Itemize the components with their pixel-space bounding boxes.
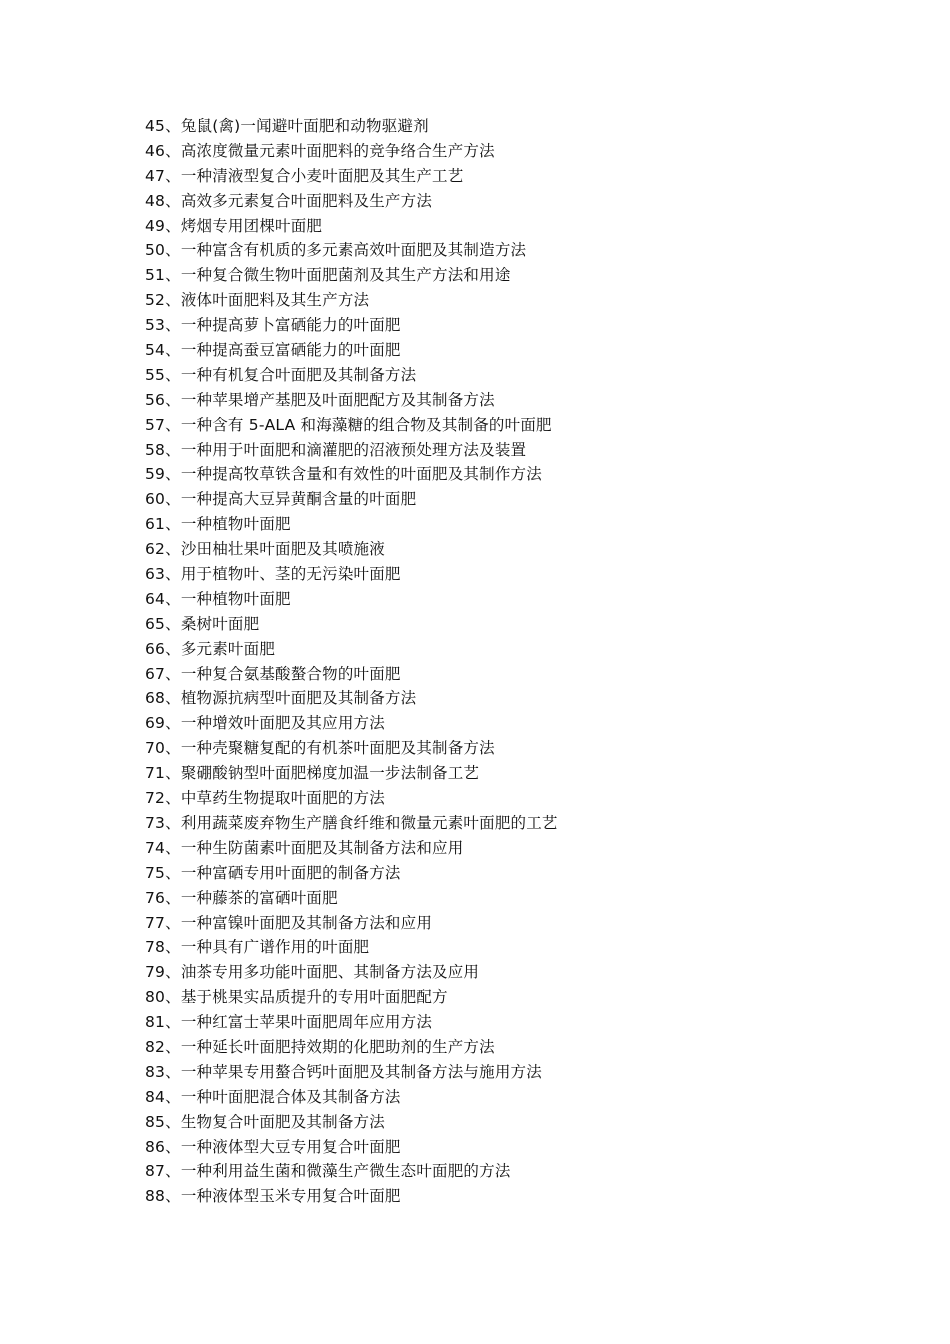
item-number: 67 (145, 664, 166, 683)
item-number: 60 (145, 490, 166, 509)
item-number: 80 (145, 988, 166, 1007)
item-separator: 、 (165, 988, 181, 1007)
item-title: 一种含有 5-ALA 和海藻糖的组合物及其制备的叶面肥 (180, 415, 552, 434)
item-title: 一种复合微生物叶面肥菌剂及其生产方法和用途 (180, 266, 511, 285)
list-item (145, 462, 558, 487)
item-separator: 、 (165, 216, 181, 235)
item-title: 一种提高牧草铁含量和有效性的叶面肥及其制作方法 (180, 465, 542, 484)
item-number: 75 (145, 863, 166, 882)
list-item (145, 836, 558, 861)
item-title: 兔鼠(禽)一闻避叶面肥和动物驱避剂 (180, 117, 429, 135)
item-number: 77 (145, 913, 166, 932)
item-number: 50 (145, 241, 166, 260)
item-number: 68 (145, 689, 166, 708)
item-separator: 、 (165, 838, 181, 857)
item-title: 一种富硒专用叶面肥的制备方法 (180, 863, 401, 882)
item-separator: 、 (165, 913, 181, 932)
item-title: 一种富含有机质的多元素高效叶面肥及其制造方法 (180, 241, 527, 260)
item-title: 一种有机复合叶面肥及其制备方法 (180, 365, 417, 384)
item-title: 一种具有广谱作用的叶面肥 (180, 938, 370, 957)
item-number: 53 (145, 316, 166, 335)
item-title: 液体叶面肥料及其生产方法 (180, 291, 370, 310)
list-item (145, 686, 558, 711)
item-title: 一种植物叶面肥 (180, 589, 291, 608)
item-separator: 、 (165, 589, 181, 608)
list-item (145, 612, 558, 637)
item-title: 一种生防菌素叶面肥及其制备方法和应用 (180, 838, 464, 857)
item-separator: 、 (165, 565, 181, 584)
list-item (145, 1010, 558, 1035)
list-item (145, 537, 558, 562)
item-separator: 、 (165, 166, 181, 185)
item-separator: 、 (165, 938, 181, 957)
list-item (145, 761, 558, 786)
item-separator: 、 (165, 1162, 181, 1181)
item-title: 利用蔬菜废弃物生产膳食纤维和微量元素叶面肥的工艺 (180, 813, 558, 832)
item-title: 植物源抗病型叶面肥及其制备方法 (180, 689, 417, 708)
list-item (145, 911, 558, 936)
item-title: 一种提高萝卜富硒能力的叶面肥 (180, 316, 401, 335)
item-title: 一种复合氨基酸螯合物的叶面肥 (180, 664, 401, 683)
item-number: 69 (145, 714, 166, 733)
list-item (145, 811, 558, 836)
list-item (145, 313, 558, 338)
item-title: 一种液体型大豆专用复合叶面肥 (180, 1137, 401, 1156)
list-item (145, 388, 558, 413)
list-item (145, 238, 558, 263)
item-title: 一种利用益生菌和微藻生产微生态叶面肥的方法 (180, 1162, 511, 1181)
item-title: 一种植物叶面肥 (180, 515, 291, 534)
item-number: 55 (145, 365, 166, 384)
item-number: 81 (145, 1013, 166, 1032)
item-number: 52 (145, 291, 166, 310)
item-separator: 、 (165, 614, 181, 633)
item-number: 88 (145, 1187, 166, 1206)
item-separator: 、 (165, 1112, 181, 1131)
list-item (145, 1060, 558, 1085)
item-separator: 、 (165, 1013, 181, 1032)
list-item (145, 363, 558, 388)
list-item (145, 711, 558, 736)
item-title: 烤烟专用团棵叶面肥 (180, 216, 323, 235)
list-item (145, 786, 558, 811)
item-separator: 、 (165, 1137, 181, 1156)
item-separator: 、 (165, 341, 181, 360)
item-number: 54 (145, 341, 166, 360)
list-item (145, 587, 558, 612)
list-item (145, 1184, 558, 1209)
item-number: 74 (145, 838, 166, 857)
item-number: 58 (145, 440, 166, 459)
item-separator: 、 (165, 714, 181, 733)
item-separator: 、 (165, 888, 181, 907)
list-item (145, 985, 558, 1010)
item-title: 一种藤茶的富硒叶面肥 (180, 888, 338, 907)
item-separator: 、 (165, 1062, 181, 1081)
item-separator: 、 (165, 689, 181, 708)
item-title: 一种清液型复合小麦叶面肥及其生产工艺 (180, 166, 464, 185)
list-item (145, 413, 558, 438)
item-number: 84 (145, 1087, 166, 1106)
item-number: 78 (145, 938, 166, 957)
item-separator: 、 (165, 963, 181, 982)
item-separator: 、 (165, 813, 181, 832)
list-item (145, 438, 558, 463)
list-item (145, 736, 558, 761)
item-number: 65 (145, 614, 166, 633)
item-title: 高浓度微量元素叶面肥料的竞争络合生产方法 (180, 141, 495, 160)
list-item (145, 214, 558, 239)
list-item (145, 1085, 558, 1110)
item-title: 生物复合叶面肥及其制备方法 (180, 1112, 385, 1131)
item-title: 一种富镍叶面肥及其制备方法和应用 (180, 913, 433, 932)
item-separator: 、 (165, 1037, 181, 1056)
item-title: 一种液体型玉米专用复合叶面肥 (180, 1187, 401, 1206)
list-item (145, 935, 558, 960)
item-title: 桑树叶面肥 (180, 614, 260, 633)
item-title: 一种提高大豆异黄酮含量的叶面肥 (180, 490, 417, 509)
list-item (145, 1110, 558, 1135)
item-number: 51 (145, 266, 166, 285)
item-number: 70 (145, 739, 166, 758)
item-title: 一种增效叶面肥及其应用方法 (180, 714, 385, 733)
item-separator: 、 (165, 316, 181, 335)
item-title: 一种提高蚕豆富硒能力的叶面肥 (180, 341, 401, 360)
item-number: 61 (145, 515, 166, 534)
item-number: 71 (145, 764, 166, 783)
item-number: 64 (145, 589, 166, 608)
item-title: 一种用于叶面肥和滴灌肥的沼液预处理方法及装置 (180, 440, 527, 459)
item-separator: 、 (165, 639, 181, 658)
item-number: 76 (145, 888, 166, 907)
item-number: 63 (145, 565, 166, 584)
item-separator: 、 (165, 117, 181, 135)
list-item (145, 1035, 558, 1060)
item-number: 62 (145, 540, 166, 559)
item-separator: 、 (165, 141, 181, 160)
item-title: 聚硼酸钠型叶面肥梯度加温一步法制备工艺 (180, 764, 480, 783)
list-item (145, 114, 558, 139)
item-title: 油茶专用多功能叶面肥、其制备方法及应用 (180, 963, 480, 982)
item-number: 86 (145, 1137, 166, 1156)
list-item (145, 139, 558, 164)
item-number: 45 (145, 117, 166, 135)
item-number: 73 (145, 813, 166, 832)
item-number: 66 (145, 639, 166, 658)
item-separator: 、 (165, 490, 181, 509)
item-title: 高效多元素复合叶面肥料及生产方法 (180, 191, 433, 210)
item-separator: 、 (165, 390, 181, 409)
item-separator: 、 (165, 266, 181, 285)
item-number: 56 (145, 390, 166, 409)
list-item (145, 512, 558, 537)
item-number: 46 (145, 141, 166, 160)
item-number: 85 (145, 1112, 166, 1131)
item-number: 57 (145, 415, 166, 434)
list-item (145, 263, 558, 288)
list-item (145, 562, 558, 587)
item-separator: 、 (165, 365, 181, 384)
list-item (145, 189, 558, 214)
list-item (145, 1135, 558, 1160)
list-item (145, 1159, 558, 1184)
item-title: 一种苹果专用螯合钙叶面肥及其制备方法与施用方法 (180, 1062, 542, 1081)
item-title: 一种叶面肥混合体及其制备方法 (180, 1087, 401, 1106)
item-title: 中草药生物提取叶面肥的方法 (180, 789, 385, 808)
item-separator: 、 (165, 789, 181, 808)
item-title: 沙田柚壮果叶面肥及其喷施液 (180, 540, 385, 559)
item-number: 72 (145, 789, 166, 808)
list-item (145, 637, 558, 662)
item-separator: 、 (165, 241, 181, 260)
item-separator: 、 (165, 415, 181, 434)
list-item (145, 487, 558, 512)
item-separator: 、 (165, 515, 181, 534)
list-item (145, 662, 558, 687)
list-item (145, 861, 558, 886)
item-separator: 、 (165, 1087, 181, 1106)
item-separator: 、 (165, 540, 181, 559)
item-separator: 、 (165, 440, 181, 459)
item-title: 一种红富士苹果叶面肥周年应用方法 (180, 1013, 433, 1032)
item-number: 59 (145, 465, 166, 484)
item-separator: 、 (165, 764, 181, 783)
item-title: 一种延长叶面肥持效期的化肥助剂的生产方法 (180, 1037, 495, 1056)
item-number: 82 (145, 1037, 166, 1056)
patent-title-list (145, 114, 558, 1209)
list-item (145, 288, 558, 313)
list-item (145, 886, 558, 911)
item-title: 用于植物叶、茎的无污染叶面肥 (180, 565, 401, 584)
list-item (145, 338, 558, 363)
list-item (145, 164, 558, 189)
item-separator: 、 (165, 739, 181, 758)
item-title: 一种壳聚糖复配的有机茶叶面肥及其制备方法 (180, 739, 495, 758)
item-number: 87 (145, 1162, 166, 1181)
item-title: 多元素叶面肥 (180, 639, 276, 658)
item-number: 79 (145, 963, 166, 982)
item-title: 基于桃果实品质提升的专用叶面肥配方 (180, 988, 448, 1007)
item-separator: 、 (165, 863, 181, 882)
item-title: 一种苹果增产基肥及叶面肥配方及其制备方法 (180, 390, 495, 409)
item-separator: 、 (165, 664, 181, 683)
item-separator: 、 (165, 191, 181, 210)
list-item (145, 960, 558, 985)
item-number: 48 (145, 191, 166, 210)
item-separator: 、 (165, 465, 181, 484)
item-separator: 、 (165, 291, 181, 310)
item-number: 49 (145, 216, 166, 235)
item-number: 47 (145, 166, 166, 185)
item-separator: 、 (165, 1187, 181, 1206)
item-number: 83 (145, 1062, 166, 1081)
